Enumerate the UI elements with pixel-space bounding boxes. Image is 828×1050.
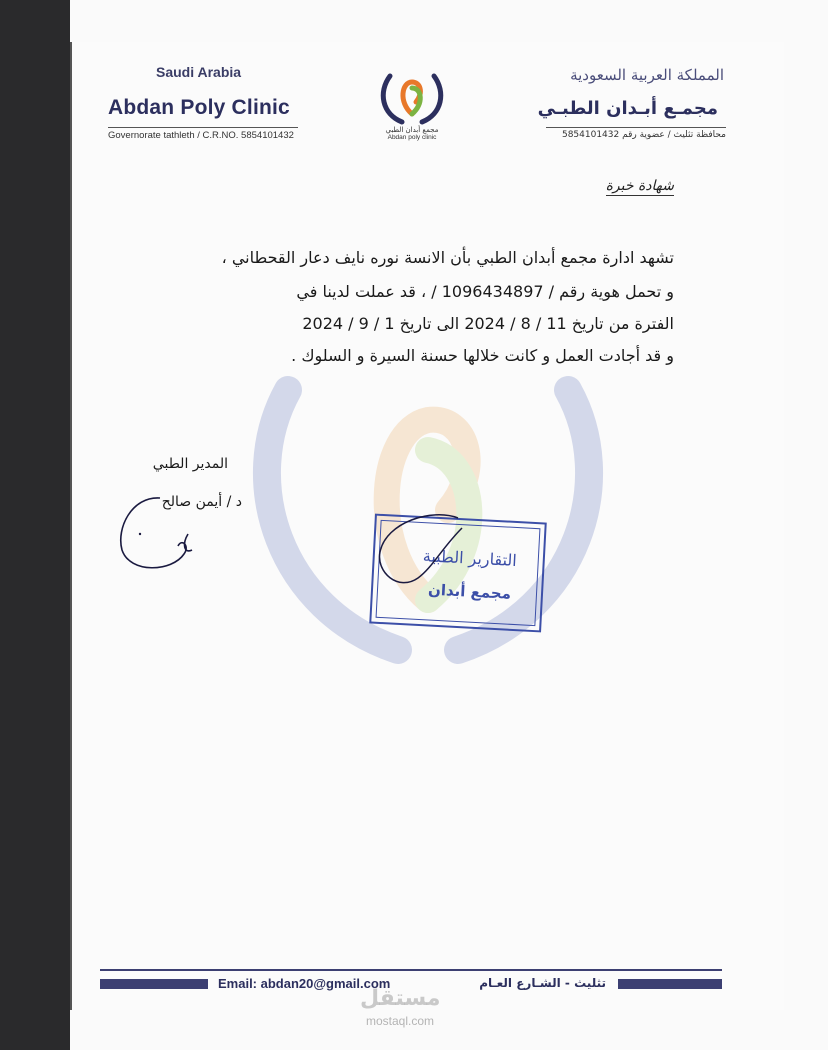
country-en: Saudi Arabia [156, 64, 242, 80]
page-margin-bottom [70, 1010, 828, 1050]
footer-email: Email: abdan20@gmail.com [218, 976, 391, 991]
header-divider-left [108, 127, 298, 128]
footer-bar-right [618, 979, 722, 989]
country-ar: المملكة العربية السعودية [570, 66, 724, 84]
stamp-signature-icon [372, 508, 482, 598]
registration-en: Governorate tathleth / C.R.NO. 5854101432 [108, 130, 294, 141]
mostaql-watermark-logo: مستقل [360, 986, 441, 1011]
header-divider-right [546, 127, 726, 128]
registration-ar: محافظة تثليث / عضوية رقم 5854101432 [561, 130, 726, 140]
body-line-3: الفترة من تاريخ 11 / 8 / 2024 الى تاريخ 1 / 9 / 2024 [302, 314, 674, 333]
clinic-name-ar: مجمـع أبـدان الطبـي [537, 98, 718, 119]
page-margin-top [70, 0, 828, 42]
footer-divider [100, 969, 722, 971]
clinic-name-en: Abdan Poly Clinic [108, 96, 290, 119]
scan-shadow-edge [0, 0, 70, 1050]
footer-bar-left [100, 979, 208, 989]
signatory-name: د / أيمن صالح [161, 494, 242, 510]
logo-caption-en: Abdan poly clinic [387, 134, 437, 141]
footer-address: تثليث - الشـارع العـام [479, 976, 606, 990]
stamp-line-2: مجمع أبدان [427, 580, 512, 603]
body-line-1: تشهد ادارة مجمع أبدان الطبي بأن الانسة نوره نايف دعار القحطاني ، [221, 248, 674, 267]
signatory-role: المدير الطبي [152, 456, 228, 472]
stamp-line-1: التقارير الطبية [422, 546, 518, 571]
document-title: شهادة خبرة [605, 178, 674, 194]
page-margin-right [782, 0, 828, 1050]
handwritten-signature-icon [112, 488, 222, 578]
logo-caption-ar: مجمع أبدان الطبي [385, 126, 439, 134]
body-line-2: و تحمل هوية رقم / 1096434897 / ، قد عملت لدينا في [296, 282, 674, 301]
body-line-4: و قد أجادت العمل و كانت خلالها حسنة السيرة و السلوك . [291, 346, 674, 365]
mostaql-watermark-url: mostaql.com [366, 1014, 435, 1028]
